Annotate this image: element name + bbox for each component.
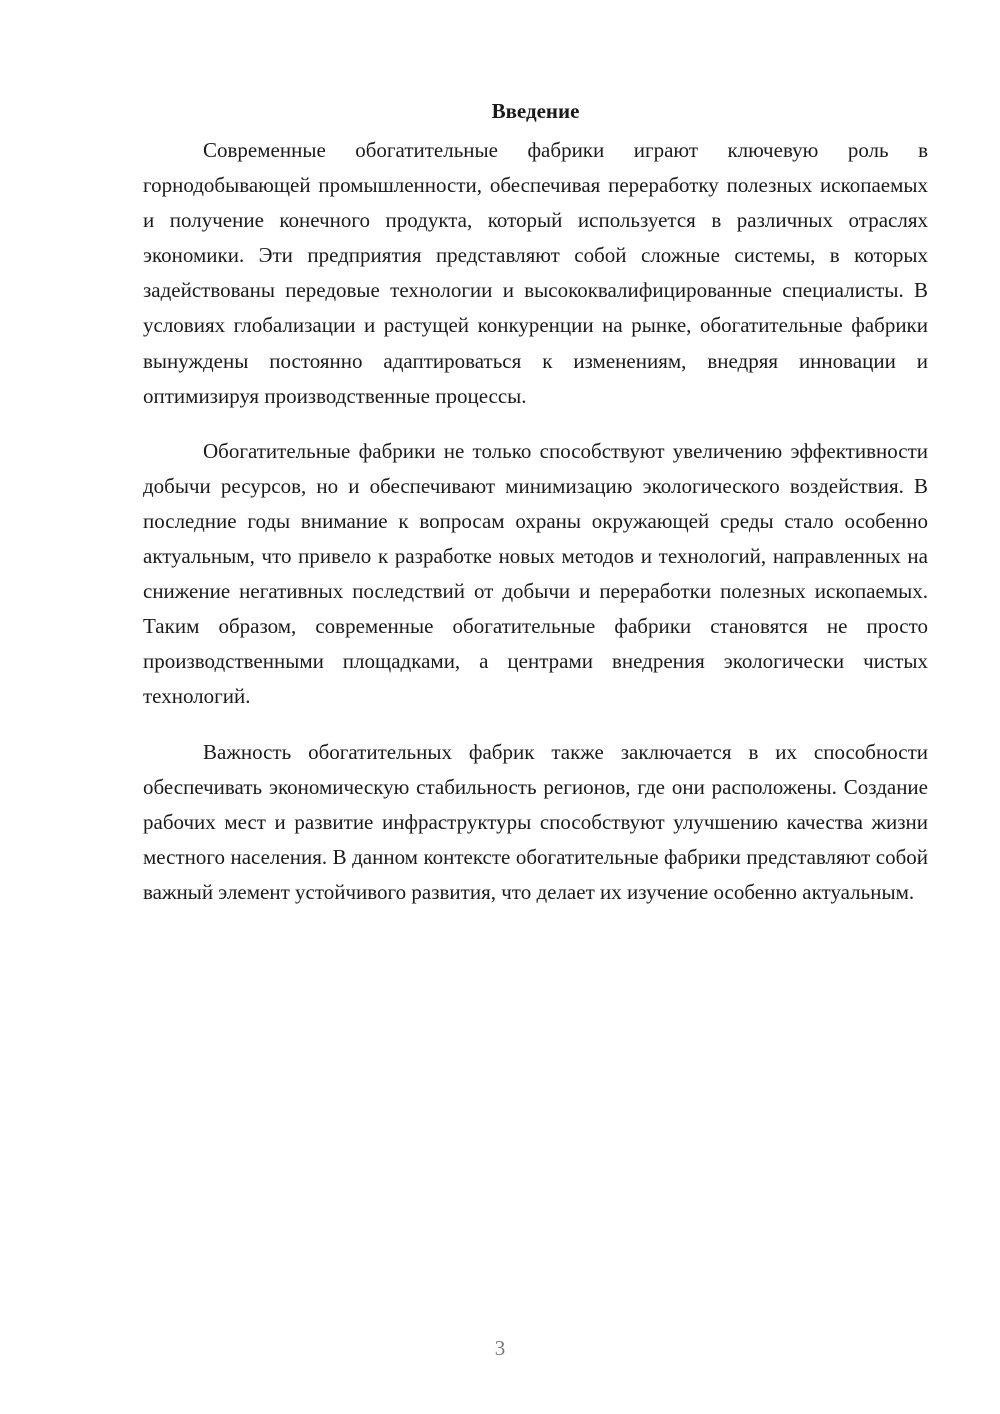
paragraph-3: Важность обогатительных фабрик также заключается в их способности обеспечивать экономическую стабильность регионов, где они расположены. Создание рабочих мест и развитие инфраструктуры способствуют улучшению качества жизни местного населения. В данном контексте обогатительные фабрики представляют собой важный элемент устойчивого развития, что делает их изучение особенно актуальным.: [143, 739, 928, 904]
paragraph-2: Обогатительные фабрики не только способствуют увеличению эффективности добычи ресурсов, но и обеспечивают минимизацию экологического воздействия. В последние годы внимание к вопросам охраны окружающей среды стало особенно актуальным, что привело к разработке новых методов и технологий, направленных на снижение негативных последствий от добычи и переработки полезных ископаемых. Таким образом, современные обогатительные фабрики становятся не просто производственными площадками, а центрами внедрения экологически чистых технологий.: [143, 438, 928, 709]
paragraph-1: Современные обогатительные фабрики играют ключевую роль в горнодобывающей промышленности, обеспечивая переработку полезных ископаемых и получение конечного продукта, который используется в различных отраслях экономики. Эти предприятия представляют собой сложные системы, в которых задействованы передовые технологии и высококвалифицированные специалисты. В условиях глобализации и растущей конкуренции на рынке, обогатительные фабрики вынуждены постоянно адаптироваться к изменениям, внедряя инновации и оптимизируя производственные процессы.: [143, 138, 928, 408]
section-heading: Введение: [491, 99, 580, 123]
page-content: [143, 94, 928, 930]
page-number: 3: [494, 1336, 506, 1360]
